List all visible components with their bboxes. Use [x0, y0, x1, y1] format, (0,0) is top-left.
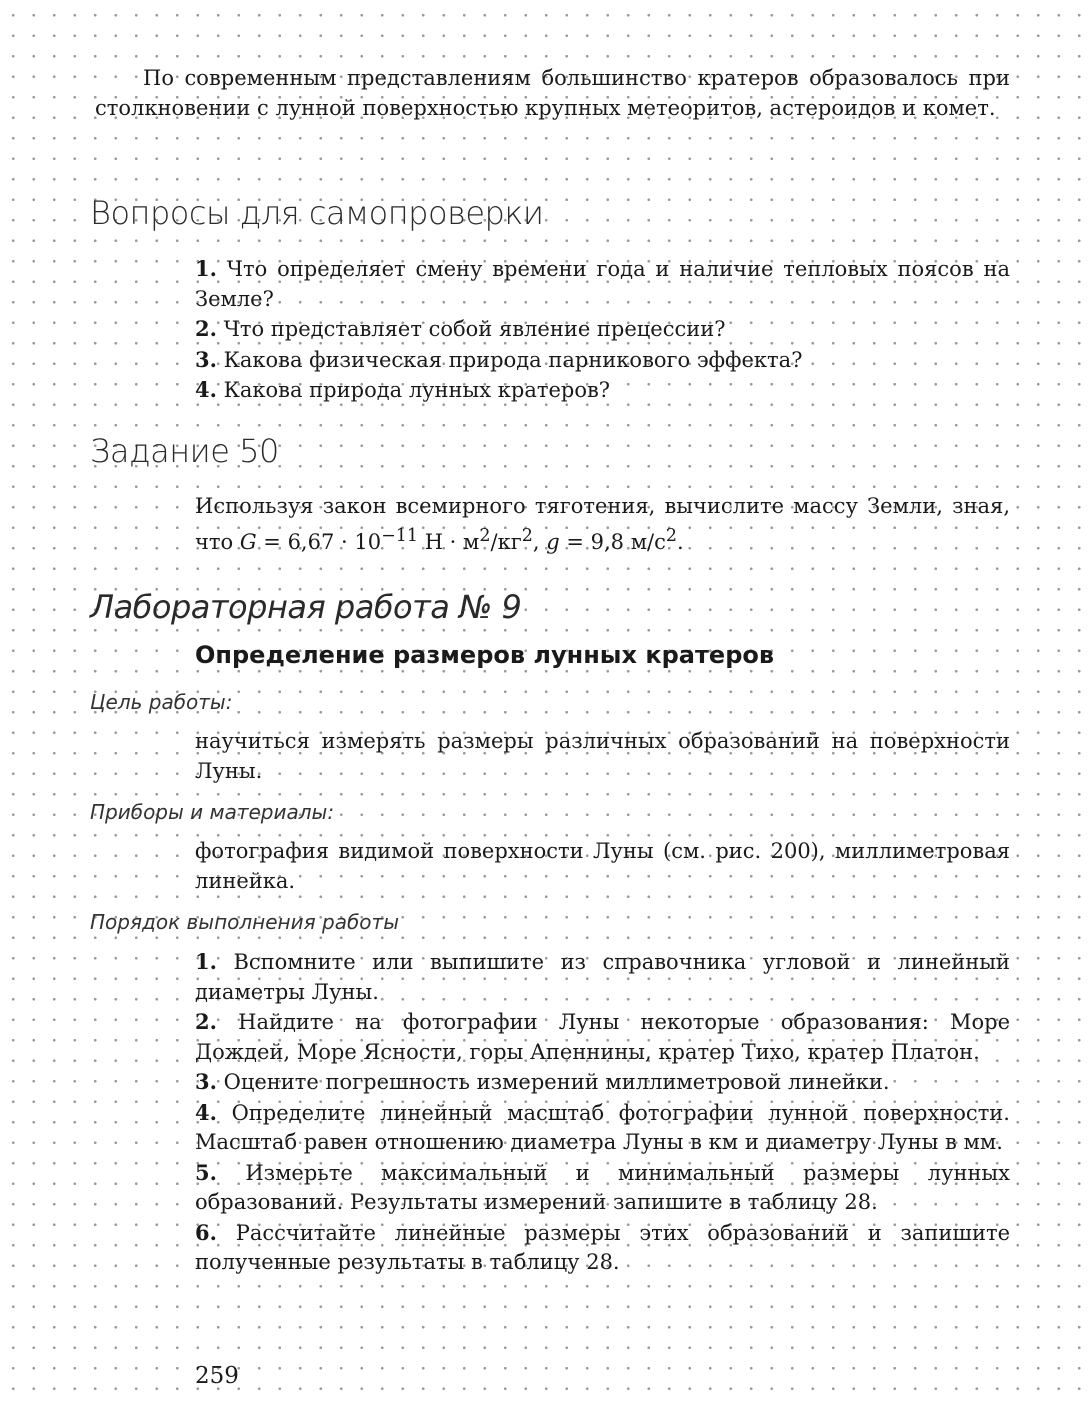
- task-text: Используя закон всемирного тяготения, вычислите массу Земли, зная, что $G = 6,67 \cdot 10^{-11}$ $Н \cdot м^2/кг^2$, g = 9,8 $м/с^2$.: [195, 494, 1010, 554]
- step-item: 4. Определите линейный масштаб фотографии лунной поверхности. Масштаб равен отношению диаметра Луны в км и диаметру Луны в мм.: [195, 1099, 1010, 1154]
- question-item: 4. Какова природа лунных кратеров?: [195, 377, 611, 402]
- question-item: 1. Что определяет смену времени года и наличие тепловых поясов на Земле?: [195, 256, 1011, 311]
- lab-heading: Лабораторная работа № 9: [90, 588, 522, 626]
- intro-paragraph: По современным представлениям большинство кратеров образовалось при столкновении с лунной поверхностью крупных метеоритов, астероидов и комет.: [95, 66, 1010, 120]
- order-label: Порядок выполнения работы: [90, 910, 399, 934]
- step-item: 5. Измерьте максимальный и минимальный размеры лунных образований. Результаты измерений запишите в таблицу 28.: [195, 1159, 1010, 1214]
- page-number: 259: [195, 1363, 239, 1389]
- goal-text: научиться измерять размеры различных образований на поверхности Луны.: [195, 729, 1010, 783]
- lab-subtitle: Определение размеров лунных кратеров: [195, 641, 775, 669]
- question-item: 2. Что представляет собой явление прецессии?: [195, 316, 726, 341]
- tools-label: Приборы и материалы:: [90, 800, 335, 824]
- task-heading: Задание 50: [90, 432, 279, 470]
- question-item: 3. Какова физическая природа парникового эффекта?: [195, 346, 803, 372]
- step-item: 3. Оцените погрешность измерений миллиметровой линейки.: [195, 1069, 890, 1094]
- step-item: 6. Рассчитайте линейные размеры этих образований и запишите полученные результаты в таблицу 28.: [195, 1219, 1010, 1274]
- questions-list: [195, 254, 1010, 406]
- step-item: 2. Найдите на фотографии Луны некоторые образования: Море Дождей, Море Ясности, горы Апеннины, кратер Тихо, кратер Платон.: [195, 1009, 1010, 1064]
- step-item: 1. Вспомните или выпишите из справочника угловой и линейный диаметры Луны.: [195, 949, 1010, 1004]
- questions-heading: Вопросы для самопроверки: [90, 194, 544, 232]
- steps-list: [195, 947, 1010, 1278]
- goal-label: Цель работы:: [90, 690, 233, 714]
- tools-text: фотография видимой поверхности Луны (см. рис. 200), миллиметровая линейка.: [195, 839, 1010, 893]
